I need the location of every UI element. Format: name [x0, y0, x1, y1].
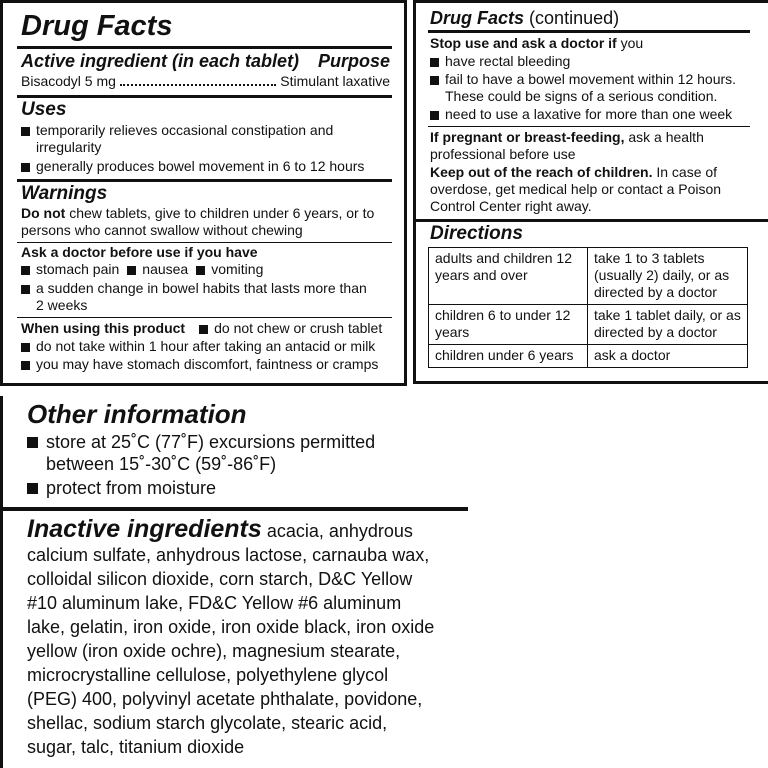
ask-doctor-item: a sudden change in bowel habits that lasts more than 2 weeks: [21, 280, 390, 314]
directions-table: [428, 247, 748, 368]
ask-doctor-heading: Ask a doctor before use if you have: [21, 244, 258, 260]
do-not-warning: Do not chew tablets, give to children under 6 years, or to persons who cannot swallow without chewing: [21, 205, 375, 238]
active-ingredient-name: Bisacodyl 5 mg: [21, 73, 116, 89]
drug-facts-continued-panel: [413, 0, 768, 384]
uses-heading: Uses: [21, 99, 67, 120]
inactive-ingredients-section: [3, 511, 468, 759]
stop-use-item: fail to have a bowel movement within 12 hours. These could be signs of a serious condition.: [430, 71, 750, 105]
other-information-list: [3, 429, 468, 499]
pregnant-warning: If pregnant or breast-feeding, ask a health professional before use: [430, 129, 704, 162]
drug-facts-panel: [0, 0, 407, 386]
when-using-item: do not take within 1 hour after taking an antacid or milk: [21, 338, 390, 355]
directions-heading: Directions: [430, 223, 523, 244]
when-using-heading: When using this product: [21, 320, 186, 336]
other-information-item: protect from moisture: [27, 477, 408, 499]
uses-item: generally produces bowel movement in 6 to 12 hours: [21, 158, 390, 175]
drug-facts-title: Drug Facts: [21, 10, 173, 42]
continued-title: Drug Facts (continued): [430, 8, 620, 28]
other-information-panel: [0, 396, 468, 768]
when-using-item: do not chew or crush tablet: [199, 320, 382, 337]
uses-list: [3, 121, 404, 175]
when-using-item: you may have stomach discomfort, faintness or cramps: [21, 356, 390, 373]
purpose-heading: Purpose: [317, 51, 390, 71]
when-using-section: [3, 318, 404, 373]
other-information-item: store at 25˚C (77˚F) excursions permitted between 15˚-30˚C (59˚-86˚F): [27, 431, 408, 475]
directions-table-wrap: [416, 245, 768, 368]
other-information-heading: Other information: [27, 399, 247, 429]
inactive-ingredients-heading: Inactive ingredients: [27, 515, 262, 543]
uses-item: temporarily relieves occasional constipation and irregularity: [21, 122, 390, 156]
table-row: adults and children 12 years and over take 1 to 3 tablets (usually 2) daily, or as directed by a doctor: [429, 248, 748, 305]
stop-use-section: Stop use and ask a doctor if you have rectal bleeding fail to have a bowel movement within 12 hours. These could be signs of a serious condition. need to use a laxative for more than one week: [416, 33, 768, 123]
active-ingredient-row: [3, 72, 404, 90]
stop-use-item: need to use a laxative for more than one week: [430, 106, 750, 123]
ask-doctor-symptoms: stomach pain nausea vomiting: [21, 261, 390, 278]
table-row: children under 6 years ask a doctor: [429, 345, 748, 368]
ask-doctor-list: [3, 261, 404, 314]
warnings-heading: Warnings: [21, 183, 108, 204]
stop-use-item: have rectal bleeding: [430, 53, 750, 70]
inactive-ingredients-text: acacia, anhydrous calcium sulfate, anhydrous lactose, carnauba wax, colloidal silicon dioxide, corn starch, D&C Yellow #10 aluminum lake, FD&C Yellow #6 aluminum lake, gelatin, iron oxide, iron oxide black, iron oxide yellow (iron oxide ochre), magnesium stearate, microcrystalline cellulose, polyethylene glycol (PEG) 400, polyvinyl acetate phthalate, povidone, shellac, sodium starch glycolate, stearic acid, sugar, talc, titanium dioxide: [27, 521, 435, 757]
active-ingredient-heading: Active ingredient (in each tablet): [21, 51, 300, 71]
table-row: children 6 to under 12 years take 1 tablet daily, or as directed by a doctor: [429, 305, 748, 345]
dot-leader: [120, 84, 276, 86]
keep-out-of-reach-warning: Keep out of the reach of children. In case of overdose, get medical help or contact a Poison Control Center right away.: [430, 164, 722, 214]
active-ingredient-purpose: Stimulant laxative: [280, 73, 390, 89]
active-ingredient-header: [3, 49, 404, 72]
